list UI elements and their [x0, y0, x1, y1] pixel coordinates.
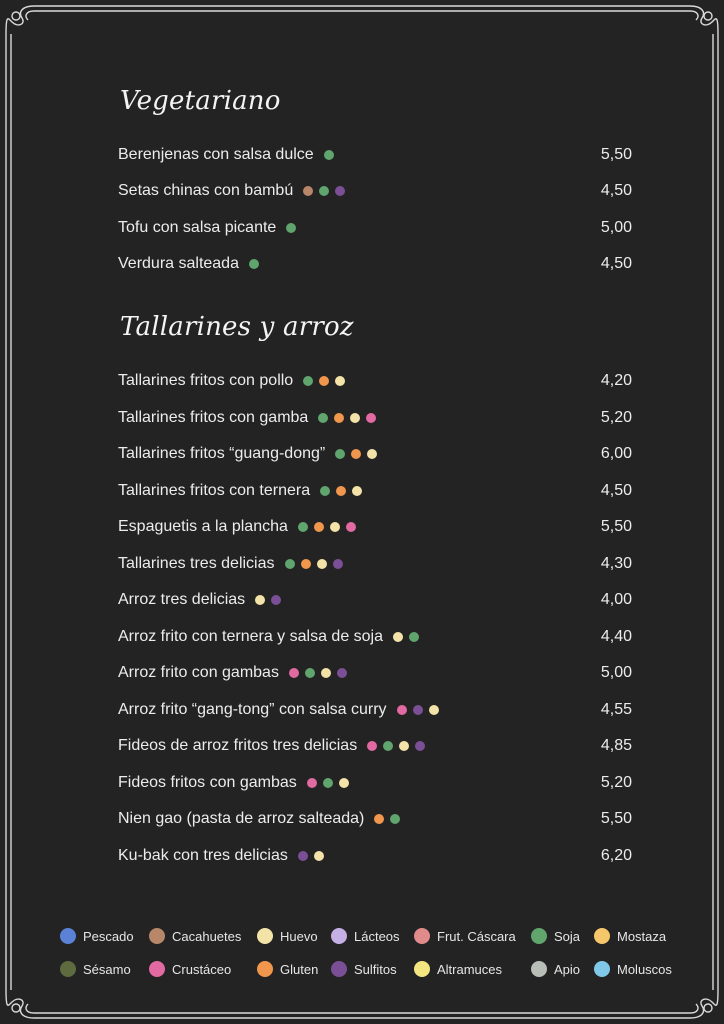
corner-ornament-top-left: [6, 6, 34, 34]
soja-allergen-dot-icon: [319, 186, 329, 196]
item-name: Tallarines fritos con gamba: [118, 409, 309, 426]
item-name: Espaguetis a la plancha: [118, 518, 288, 535]
legend-label: Crustáceo: [172, 961, 232, 977]
legend-row: [60, 957, 700, 981]
item-price: 4,20: [600, 372, 632, 389]
legend-item-moluscos: [594, 961, 672, 977]
legend-dot-icon: [414, 961, 430, 977]
legend-dot-icon: [149, 961, 165, 977]
gluten-allergen-dot-icon: [374, 814, 384, 824]
allergen-dots: [286, 223, 302, 233]
gluten-allergen-dot-icon: [351, 449, 361, 459]
huevo-allergen-dot-icon: [330, 522, 340, 532]
item-name: Tallarines tres delicias: [118, 555, 275, 572]
huevo-allergen-dot-icon: [255, 595, 265, 605]
legend-item-sulfitos: [331, 961, 414, 977]
soja-allergen-dot-icon: [323, 778, 333, 788]
menu-item: [118, 553, 632, 575]
menu-item: [118, 370, 632, 392]
legend-label: Soja: [554, 928, 581, 944]
huevo-allergen-dot-icon: [321, 668, 331, 678]
crustaceo-allergen-dot-icon: [346, 522, 356, 532]
menu-item: [118, 217, 632, 239]
sulfitos-allergen-dot-icon: [298, 851, 308, 861]
soja-allergen-dot-icon: [285, 559, 295, 569]
legend-label: Pescado: [83, 928, 134, 944]
legend-dot-icon: [331, 961, 347, 977]
gluten-allergen-dot-icon: [319, 376, 329, 386]
allergen-dots: [289, 668, 353, 678]
legend-item-gluten: [257, 961, 331, 977]
soja-allergen-dot-icon: [305, 668, 315, 678]
legend-dot-icon: [257, 961, 273, 977]
item-price: 4,30: [600, 555, 632, 572]
allergen-dots: [324, 150, 340, 160]
legend-dot-icon: [531, 928, 547, 944]
legend-dot-icon: [60, 961, 76, 977]
soja-allergen-dot-icon: [298, 522, 308, 532]
allergen-dots: [320, 486, 368, 496]
sulfitos-allergen-dot-icon: [335, 186, 345, 196]
gluten-allergen-dot-icon: [301, 559, 311, 569]
item-price: 4,50: [600, 482, 632, 499]
item-price: 4,85: [600, 737, 632, 754]
allergen-dots: [318, 413, 382, 423]
legend-dot-icon: [594, 961, 610, 977]
legend-item-frut-cascara: [414, 928, 531, 944]
huevo-allergen-dot-icon: [339, 778, 349, 788]
crustaceo-allergen-dot-icon: [307, 778, 317, 788]
legend-item-soja: [531, 928, 594, 944]
legend-item-crustaceo: [149, 961, 257, 977]
soja-allergen-dot-icon: [335, 449, 345, 459]
huevo-allergen-dot-icon: [429, 705, 439, 715]
legend-label: Altramuces: [437, 961, 503, 977]
item-price: 5,00: [600, 664, 632, 681]
item-price: 5,50: [600, 810, 632, 827]
legend-item-mostaza: [594, 928, 666, 944]
gluten-allergen-dot-icon: [334, 413, 344, 423]
huevo-allergen-dot-icon: [350, 413, 360, 423]
crustaceo-allergen-dot-icon: [397, 705, 407, 715]
sulfitos-allergen-dot-icon: [333, 559, 343, 569]
menu-item: [118, 144, 632, 166]
menu-item: [118, 772, 632, 794]
item-name: Berenjenas con salsa dulce: [118, 146, 314, 163]
item-name: Tallarines fritos con pollo: [118, 372, 294, 389]
item-price: 5,20: [600, 409, 632, 426]
legend-label: Moluscos: [617, 961, 672, 977]
allergen-dots: [393, 632, 425, 642]
item-price: 5,50: [600, 146, 632, 163]
soja-allergen-dot-icon: [249, 259, 259, 269]
legend-item-lacteos: [331, 928, 414, 944]
crustaceo-allergen-dot-icon: [366, 413, 376, 423]
legend-label: Sulfitos: [354, 961, 397, 977]
huevo-allergen-dot-icon: [399, 741, 409, 751]
item-price: 4,50: [600, 182, 632, 199]
huevo-allergen-dot-icon: [352, 486, 362, 496]
legend-item-apio: [531, 961, 594, 977]
soja-allergen-dot-icon: [383, 741, 393, 751]
allergen-dots: [335, 449, 383, 459]
allergen-dots: [303, 376, 351, 386]
huevo-allergen-dot-icon: [393, 632, 403, 642]
legend-item-pescado: [60, 928, 149, 944]
item-name: Fideos de arroz fritos tres delicias: [118, 737, 358, 754]
allergen-dots: [374, 814, 406, 824]
menu-item: [118, 808, 632, 830]
item-price: 4,00: [600, 591, 632, 608]
menu-item: [118, 626, 632, 648]
soja-allergen-dot-icon: [320, 486, 330, 496]
menu-item: [118, 443, 632, 465]
cacahuetes-allergen-dot-icon: [303, 186, 313, 196]
soja-allergen-dot-icon: [318, 413, 328, 423]
item-name: Fideos fritos con gambas: [118, 774, 297, 791]
menu-item: [118, 735, 632, 757]
section-title-vegetariano: Vegetariano: [120, 86, 281, 116]
menu-item: [118, 699, 632, 721]
legend-dot-icon: [414, 928, 430, 944]
item-price: 5,00: [600, 219, 632, 236]
legend-dot-icon: [531, 961, 547, 977]
legend-label: Sésamo: [83, 961, 131, 977]
soja-allergen-dot-icon: [409, 632, 419, 642]
allergen-dots: [249, 259, 265, 269]
legend-dot-icon: [331, 928, 347, 944]
item-price: 6,20: [600, 847, 632, 864]
item-price: 4,55: [600, 701, 632, 718]
item-name: Arroz frito con gambas: [118, 664, 279, 681]
sulfitos-allergen-dot-icon: [413, 705, 423, 715]
gluten-allergen-dot-icon: [314, 522, 324, 532]
item-name: Ku-bak con tres delicias: [118, 847, 288, 864]
legend-label: Cacahuetes: [172, 928, 242, 944]
legend-dot-icon: [257, 928, 273, 944]
sulfitos-allergen-dot-icon: [415, 741, 425, 751]
allergen-dots: [303, 186, 351, 196]
soja-allergen-dot-icon: [324, 150, 334, 160]
soja-allergen-dot-icon: [390, 814, 400, 824]
huevo-allergen-dot-icon: [314, 851, 324, 861]
crustaceo-allergen-dot-icon: [289, 668, 299, 678]
legend-dot-icon: [60, 928, 76, 944]
legend-label: Huevo: [280, 928, 318, 944]
crustaceo-allergen-dot-icon: [367, 741, 377, 751]
menu-item: [118, 662, 632, 684]
menu-item: [118, 480, 632, 502]
item-price: 6,00: [600, 445, 632, 462]
item-price: 4,50: [600, 255, 632, 272]
item-name: Arroz frito con ternera y salsa de soja: [118, 628, 384, 645]
item-name: Arroz tres delicias: [118, 591, 246, 608]
gluten-allergen-dot-icon: [336, 486, 346, 496]
allergen-dots: [367, 741, 431, 751]
huevo-allergen-dot-icon: [335, 376, 345, 386]
legend-label: Apio: [554, 961, 581, 977]
legend-item-altramuces: [414, 961, 531, 977]
item-price: 4,40: [600, 628, 632, 645]
item-name: Arroz frito “gang-tong” con salsa curry: [118, 701, 387, 718]
sulfitos-allergen-dot-icon: [337, 668, 347, 678]
huevo-allergen-dot-icon: [367, 449, 377, 459]
sulfitos-allergen-dot-icon: [271, 595, 281, 605]
allergen-legend: [60, 924, 700, 990]
item-name: Tallarines fritos con ternera: [118, 482, 311, 499]
section-title-tallarines-y-arroz: Tallarines y arroz: [120, 312, 354, 342]
allergen-dots: [285, 559, 349, 569]
item-name: Tallarines fritos “guang-dong”: [118, 445, 326, 462]
legend-item-sesamo: [60, 961, 149, 977]
menu-item: [118, 845, 632, 867]
item-name: Setas chinas con bambú: [118, 182, 294, 199]
legend-dot-icon: [594, 928, 610, 944]
allergen-dots: [397, 705, 445, 715]
soja-allergen-dot-icon: [303, 376, 313, 386]
legend-label: Mostaza: [617, 928, 667, 944]
menu-item: [118, 516, 632, 538]
legend-dot-icon: [149, 928, 165, 944]
legend-label: Lácteos: [354, 928, 400, 944]
item-name: Tofu con salsa picante: [118, 219, 277, 236]
item-name: Verdura salteada: [118, 255, 239, 272]
menu-item: [118, 180, 632, 202]
allergen-dots: [255, 595, 287, 605]
menu-item: [118, 253, 632, 275]
soja-allergen-dot-icon: [286, 223, 296, 233]
menu-item: [118, 589, 632, 611]
legend-label: Gluten: [280, 961, 319, 977]
legend-item-huevo: [257, 928, 331, 944]
allergen-dots: [298, 522, 362, 532]
legend-label: Frut. Cáscara: [437, 928, 516, 944]
legend-row: [60, 924, 700, 948]
item-price: 5,50: [600, 518, 632, 535]
legend-item-cacahuetes: [149, 928, 257, 944]
menu-item: [118, 407, 632, 429]
item-price: 5,20: [600, 774, 632, 791]
item-name: Nien gao (pasta de arroz salteada): [118, 810, 365, 827]
huevo-allergen-dot-icon: [317, 559, 327, 569]
allergen-dots: [298, 851, 330, 861]
allergen-dots: [307, 778, 355, 788]
